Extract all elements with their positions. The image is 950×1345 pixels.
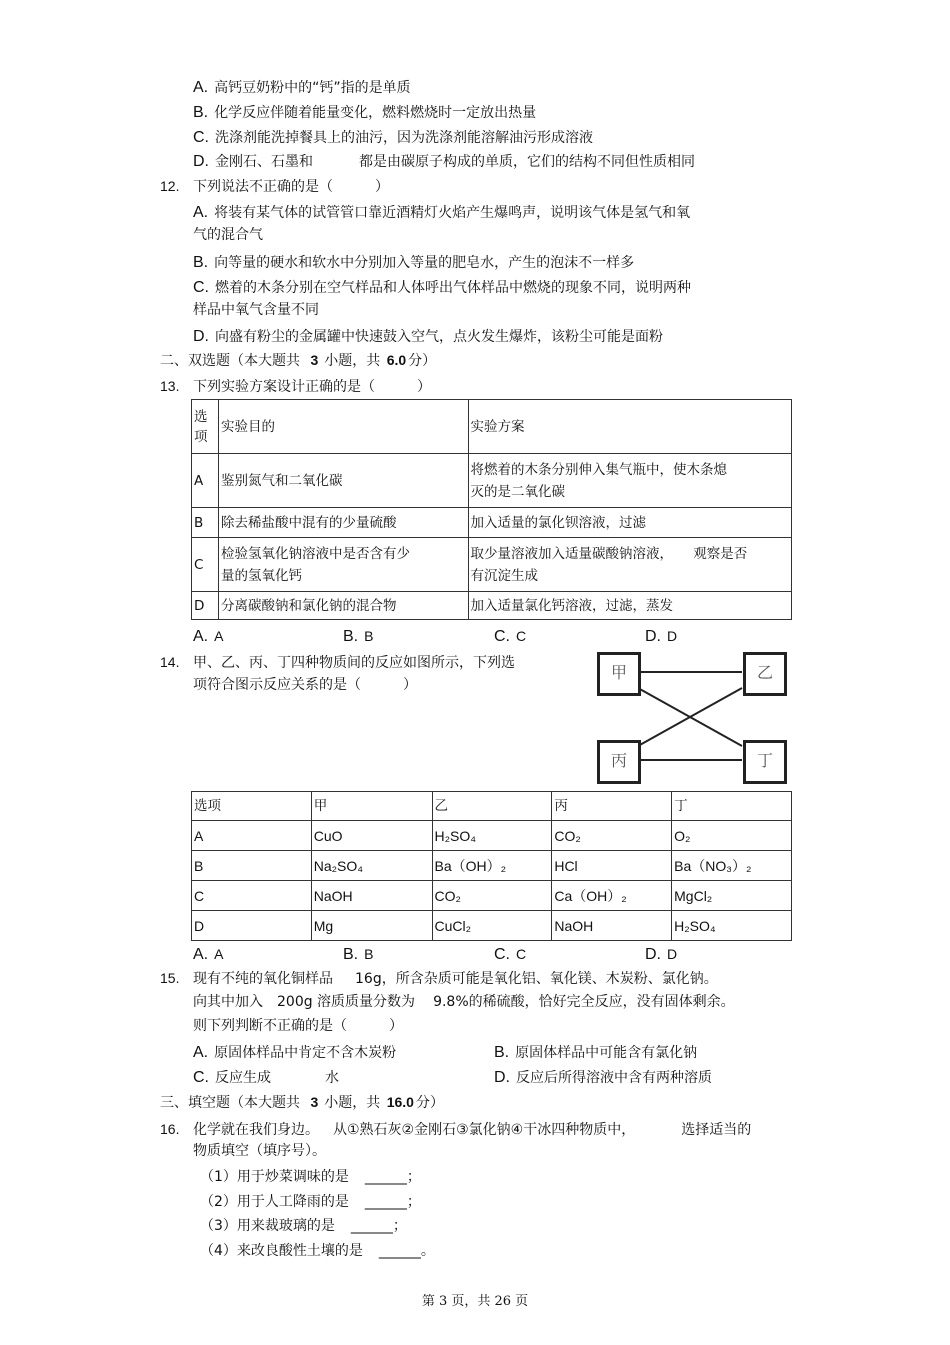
q16-item-4: （4）来改良酸性土壤的是 ______。 — [200, 1243, 435, 1259]
cell-option: A — [192, 454, 219, 508]
node-ding: 丁 — [743, 740, 787, 784]
table-row — [192, 911, 792, 941]
table-row — [192, 538, 792, 592]
cell-goal: 鉴别氮气和二氧化碳 — [218, 454, 468, 508]
q12-option-a: A. 将装有某气体的试管管口靠近酒精灯火焰产生爆鸣声，说明该气体是氢气和氧 — [193, 204, 691, 221]
cell: O₂ — [672, 821, 792, 851]
table-row — [192, 792, 792, 821]
node-bing: 丙 — [597, 740, 641, 784]
q16-stem-line2: 物质填空（填序号）。 — [193, 1143, 326, 1159]
q14-answer-c: C. C — [494, 946, 527, 963]
cell: Ba（NO₃）₂ — [672, 851, 792, 881]
cell: B — [192, 851, 312, 881]
q11-option-c: C. 洗涤剂能洗掉餐具上的油污，因为洗涤剂能溶解油污形成溶液 — [193, 129, 593, 146]
cell-plan: 将燃着的木条分别伸入集气瓶中，使木条熄 灭的是二氧化碳 — [468, 454, 791, 508]
q15-option-d: D. 反应后所得溶液中含有两种溶质 — [494, 1069, 712, 1086]
q13-answer-c: C. C — [494, 628, 527, 645]
q16-item-3: （3）用来裁玻璃的是 ______； — [200, 1218, 407, 1234]
header-plan: 实验方案 — [468, 400, 791, 454]
q15-stem: 15. 现有不纯的氧化铜样品 16g，所含杂质可能是氧化铝、氧化镁、木炭粉、氯化钠。 — [160, 970, 718, 987]
cell: HCl — [552, 851, 672, 881]
cell: Mg — [311, 911, 432, 941]
cell-plan: 加入适量氯化钙溶液，过滤，蒸发 — [468, 592, 791, 620]
cell: H₂SO₄ — [432, 821, 552, 851]
q13-stem: 13. 下列实验方案设计正确的是（ ） — [160, 378, 431, 395]
node-jia: 甲 — [597, 652, 641, 696]
header-goal: 实验目的 — [218, 400, 468, 454]
q16-item-1: （1）用于炒菜调味的是 ______； — [200, 1169, 421, 1185]
q11-option-b: B. 化学反应伴随着能量变化，燃料燃烧时一定放出热量 — [193, 104, 537, 121]
q14-answer-a: A. A — [193, 946, 224, 963]
cell-option: D — [192, 592, 219, 620]
cell: MgCl₂ — [672, 881, 792, 911]
q12-option-b: B. 向等量的硬水和软水中分别加入等量的肥皂水，产生的泡沫不一样多 — [193, 254, 635, 271]
table-row — [192, 821, 792, 851]
q16-item-2: （2）用于人工降雨的是 ______； — [200, 1194, 421, 1210]
q15-option-c: C. 反应生成 水 — [193, 1069, 339, 1086]
cell: D — [192, 911, 312, 941]
q15-stem-line3: 则下列判断不正确的是（ ） — [193, 1018, 403, 1034]
cell-option: B — [192, 508, 219, 538]
cell: A — [192, 821, 312, 851]
table-row — [192, 592, 792, 620]
cell-goal: 分离碳酸钠和氯化钠的混合物 — [218, 592, 468, 620]
node-yi: 乙 — [743, 652, 787, 696]
q13-answer-d: D. D — [645, 628, 678, 645]
cell-plan: 取少量溶液加入适量碳酸钠溶液， 观察是否 有沉淀生成 — [468, 538, 791, 592]
q14-stem-cont: 项符合图示反应关系的是（ ） — [193, 677, 417, 693]
q13-table — [191, 399, 792, 620]
header-ding: 丁 — [672, 792, 792, 821]
table-row — [192, 400, 792, 454]
section-3-heading: 三、填空题（本大题共 3 小题，共 16.0 分） — [160, 1094, 444, 1111]
cell: C — [192, 881, 312, 911]
cell-option: C — [192, 538, 219, 592]
cell-plan: 加入适量的氯化钡溶液，过滤 — [468, 508, 791, 538]
q12-option-d: D. 向盛有粉尘的金属罐中快速鼓入空气，点火发生爆炸，该粉尘可能是面粉 — [193, 328, 663, 345]
cell: H₂SO₄ — [672, 911, 792, 941]
q12-stem: 12. 下列说法不正确的是（ ） — [160, 178, 389, 195]
table-row — [192, 454, 792, 508]
q15-option-b: B. 原固体样品中可能含有氯化钠 — [494, 1044, 698, 1061]
table-row — [192, 851, 792, 881]
header-option: 选项 — [192, 400, 219, 454]
cell: NaOH — [311, 881, 432, 911]
cell: CO₂ — [552, 821, 672, 851]
table-row — [192, 881, 792, 911]
cell: Ca（OH）₂ — [552, 881, 672, 911]
cell-goal: 检验氢氧化钠溶液中是否含有少 量的氢氧化钙 — [218, 538, 468, 592]
q16-stem: 16. 化学就在我们身边。 从①熟石灰②金刚石③氯化钠④干冰四种物质中， 选择适当的 — [160, 1121, 752, 1138]
header-yi: 乙 — [432, 792, 552, 821]
page-footer: 第 3 页，共 26 页 — [421, 1294, 529, 1309]
q15-option-a: A. 原固体样品中肯定不含木炭粉 — [193, 1044, 397, 1061]
q12-option-a-cont: 气的混合气 — [193, 227, 263, 243]
cell-goal: 除去稀盐酸中混有的少量硫酸 — [218, 508, 468, 538]
table-row — [192, 508, 792, 538]
cell: Na₂SO₄ — [311, 851, 432, 881]
cell: CuO — [311, 821, 432, 851]
q11-option-d: D. 金刚石、石墨和 都是由碳原子构成的单质，它们的结构不同但性质相同 — [193, 153, 695, 170]
q13-answer-b: B. B — [343, 628, 374, 645]
q14-answer-d: D. D — [645, 946, 678, 963]
q12-option-c: C. 燃着的木条分别在空气样品和人体呼出气体样品中燃烧的现象不同，说明两种 — [193, 279, 691, 296]
q11-option-a: A. 高钙豆奶粉中的“钙”指的是单质 — [193, 79, 411, 96]
q14-table — [191, 791, 792, 941]
q15-stem-line2: 向其中加入 200g 溶质质量分数为 9.8%的稀硫酸，恰好完全反应，没有固体剩余。 — [193, 994, 735, 1010]
cell: CuCl₂ — [432, 911, 552, 941]
cell: Ba（OH）₂ — [432, 851, 552, 881]
cell: NaOH — [552, 911, 672, 941]
q12-option-c-cont: 样品中氧气含量不同 — [193, 302, 319, 318]
q14-stem: 14. 甲、乙、丙、丁四种物质间的反应如图所示，下列选 — [160, 654, 515, 671]
header-bing: 丙 — [552, 792, 672, 821]
header-jia: 甲 — [311, 792, 432, 821]
q14-answer-b: B. B — [343, 946, 374, 963]
section-2-heading: 二、双选题（本大题共 3 小题，共 6.0 分） — [160, 352, 437, 369]
cell: CO₂ — [432, 881, 552, 911]
q13-answer-a: A. A — [193, 628, 224, 645]
header-option: 选项 — [192, 792, 312, 821]
